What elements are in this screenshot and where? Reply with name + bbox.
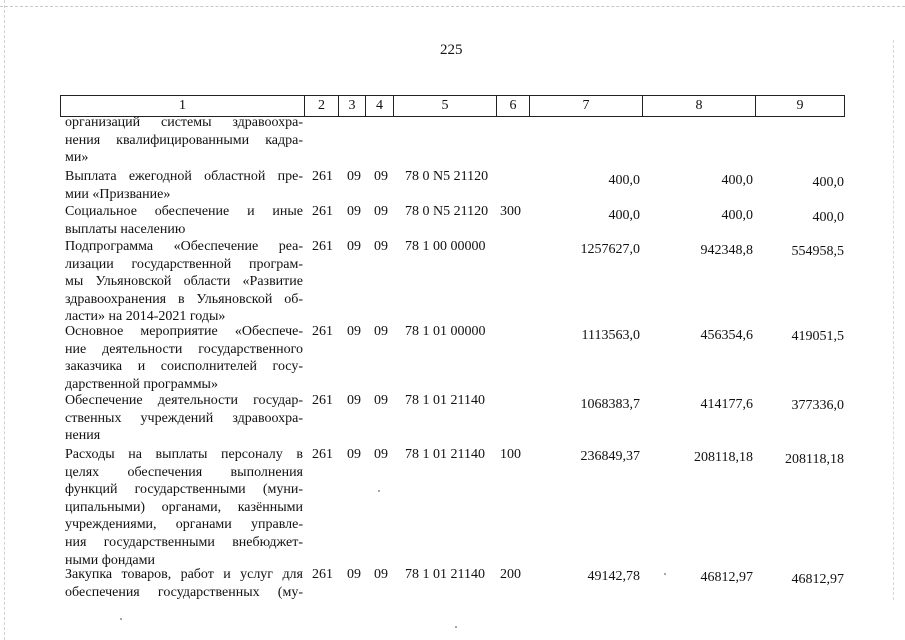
row-value-col7: 236849,37 <box>580 449 640 464</box>
row-name-line: ласти» на 2014-2021 годы» <box>65 309 226 325</box>
row-value-col8: 414177,6 <box>700 397 753 412</box>
row-value-col8: 400,0 <box>721 173 753 188</box>
row-value-col8: 208118,18 <box>694 450 753 465</box>
row-expense-type: 100 <box>500 447 521 462</box>
row-name-line: ния государственными внебюджет- <box>65 534 303 550</box>
row-value-col9: 46812,97 <box>791 572 844 587</box>
row-value-col7: 1257627,0 <box>580 242 640 257</box>
row-target-code: 78 1 01 21140 <box>405 447 485 462</box>
row-name-line: учреждениями, органами управле- <box>65 517 303 533</box>
row-subsection: 09 <box>374 169 388 184</box>
row-admin-code: 261 <box>312 169 333 184</box>
row-name <box>65 446 303 569</box>
row-target-code: 78 1 00 00000 <box>405 239 486 254</box>
row-subsection: 09 <box>374 447 388 462</box>
row-value-col8: 46812,97 <box>700 570 753 585</box>
row-name-line: мии «Призвание» <box>65 186 171 202</box>
row-subsection: 09 <box>374 567 388 582</box>
row-name <box>65 168 303 203</box>
header-col-5: 5 <box>394 96 497 116</box>
row-name <box>65 566 303 601</box>
row-value-col7: 400,0 <box>608 208 640 223</box>
row-admin-code: 261 <box>312 204 333 219</box>
row-name-line: нения квалифицированными кадра- <box>65 132 303 148</box>
row-value-col9: 554958,5 <box>791 244 844 259</box>
scan-speck <box>455 626 457 628</box>
row-name <box>65 392 303 445</box>
header-col-4: 4 <box>366 96 394 116</box>
row-name-line: нения <box>65 428 101 444</box>
page-number: 225 <box>440 42 463 58</box>
row-name-line: Выплата ежегодной областной пре- <box>65 169 303 184</box>
row-section: 09 <box>347 169 361 184</box>
row-subsection: 09 <box>374 239 388 254</box>
row-name-line: ципальными) органами, казёнными <box>65 499 303 515</box>
row-subsection: 09 <box>374 324 388 339</box>
header-col-8: 8 <box>643 96 756 116</box>
row-admin-code: 261 <box>312 447 333 462</box>
row-name-line: Закупка товаров, работ и услуг для <box>65 567 303 582</box>
row-value-col7: 1068383,7 <box>580 397 640 412</box>
row-admin-code: 261 <box>312 393 333 408</box>
header-col-9: 9 <box>796 98 804 113</box>
row-subsection: 09 <box>374 393 388 408</box>
row-value-col8: 400,0 <box>721 208 753 223</box>
header-col-1: 1 <box>61 96 305 116</box>
row-value-col7: 49142,78 <box>587 569 640 584</box>
row-name-line: Основное мероприятие «Обеспече- <box>65 324 303 339</box>
row-name-line: здравоохранения в Ульяновской об- <box>65 291 303 307</box>
row-name-line: лизации государственной програм- <box>65 256 303 272</box>
row-section: 09 <box>347 204 361 219</box>
row-expense-type: 200 <box>500 567 521 582</box>
row-expense-type: 300 <box>500 204 521 219</box>
row-section: 09 <box>347 324 361 339</box>
row-value-col9: 208118,18 <box>785 452 844 467</box>
row-admin-code: 261 <box>312 239 333 254</box>
row-subsection: 09 <box>374 204 388 219</box>
header-col-6: 6 <box>497 96 530 116</box>
row-name <box>65 238 303 326</box>
row-name-line: ми» <box>65 150 89 166</box>
row-admin-code: 261 <box>312 567 333 582</box>
row-name-line: обеспечения государственных (му- <box>65 584 303 600</box>
row-name-line: выплаты населению <box>65 221 186 237</box>
row-value-col9: 419051,5 <box>791 329 844 344</box>
row-value-col9: 400,0 <box>812 210 844 225</box>
row-target-code: 78 1 01 21140 <box>405 567 485 582</box>
scan-speck <box>120 618 122 620</box>
row-name <box>65 323 303 393</box>
row-section: 09 <box>347 393 361 408</box>
row-value-col9: 377336,0 <box>791 398 844 413</box>
row-name-line: организаций системы здравоохра- <box>65 115 303 130</box>
row-target-code: 78 0 N5 21120 <box>405 204 489 219</box>
row-name-line: Обеспечение деятельности государ- <box>65 393 303 408</box>
row-name-line: ние деятельности государственного <box>65 341 303 357</box>
header-col-2: 2 <box>305 96 339 116</box>
scan-speck <box>378 490 380 492</box>
row-name-line: ственных учреждений здравоохра- <box>65 410 303 426</box>
row-name-line: дарственной программы» <box>65 376 218 392</box>
row-name-line: Подпрограмма «Обеспечение реа- <box>65 239 303 254</box>
row-name-line: ными фондами <box>65 552 156 568</box>
row-name-line: мы Ульяновской области «Развитие <box>65 274 303 290</box>
row-admin-code: 261 <box>312 324 333 339</box>
row-name-line: Социальное обеспечение и иные <box>65 204 303 219</box>
row-name <box>65 114 303 167</box>
row-value-col9: 400,0 <box>812 175 844 190</box>
scan-speck <box>664 573 666 575</box>
row-name <box>65 203 303 238</box>
row-value-col8: 942348,8 <box>700 243 753 258</box>
row-name-line: функций государственными (муни- <box>65 482 303 498</box>
row-section: 09 <box>347 239 361 254</box>
row-name-line: заказчика и соисполнителей госу- <box>65 359 303 375</box>
header-col-7: 7 <box>530 96 643 116</box>
row-name-line: целях обеспечения выполнения <box>65 464 303 480</box>
row-section: 09 <box>347 447 361 462</box>
row-value-col7: 1113563,0 <box>581 328 640 343</box>
header-col-3: 3 <box>339 96 366 116</box>
row-target-code: 78 1 01 21140 <box>405 393 485 408</box>
row-name-line: Расходы на выплаты персоналу в <box>65 447 303 462</box>
row-target-code: 78 1 01 00000 <box>405 324 486 339</box>
row-section: 09 <box>347 567 361 582</box>
row-target-code: 78 0 N5 21120 <box>405 169 489 184</box>
row-value-col8: 456354,6 <box>700 328 753 343</box>
row-value-col7: 400,0 <box>608 173 640 188</box>
